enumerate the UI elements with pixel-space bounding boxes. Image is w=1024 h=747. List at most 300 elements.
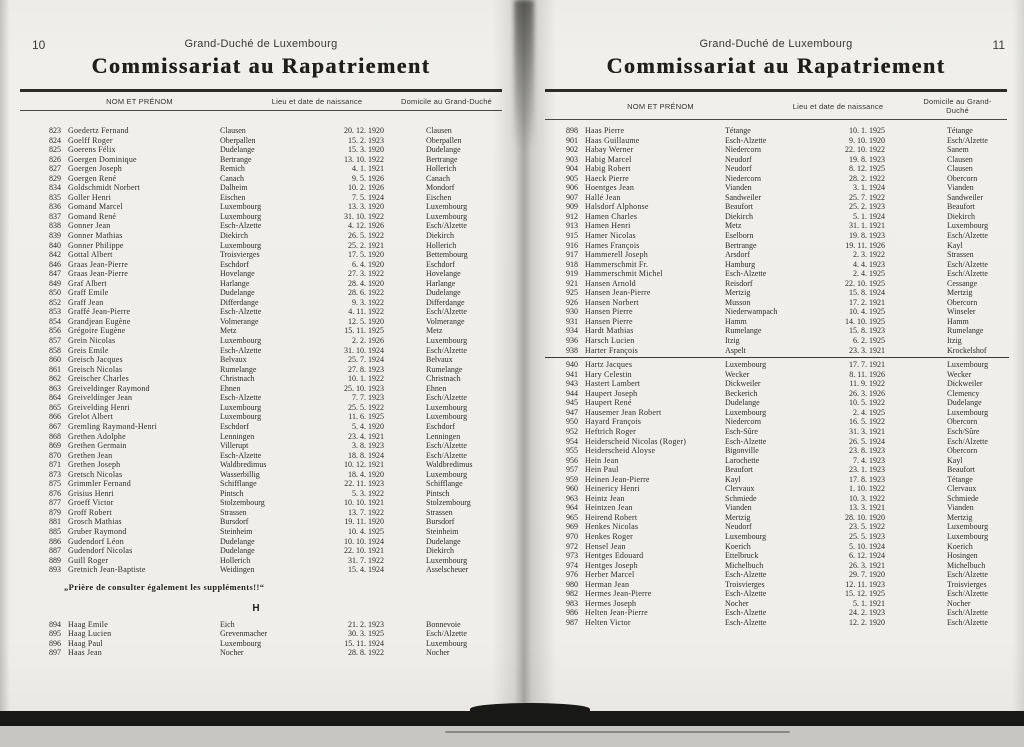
entry-name: Hermes Jean-Pierre	[585, 589, 652, 599]
entry-name: Hardt Mathias	[585, 326, 634, 336]
entry-domicile: Luxembourg	[947, 531, 989, 541]
entry-birthplace: Beaufort	[725, 202, 753, 212]
entry-birthplace: Luxembourg	[725, 360, 767, 370]
entry-number: 940	[566, 360, 578, 370]
entry-number: 947	[566, 407, 578, 417]
entry-domicile: Luxembourg	[426, 211, 468, 221]
entry-number: 865	[49, 402, 61, 412]
page-number-left: 10	[32, 38, 46, 52]
entry-domicile: Dudelange	[426, 536, 461, 546]
entry-domicile: Esch/Alzette	[426, 629, 467, 639]
entry-birthdate: 19. 8. 1923	[849, 231, 885, 241]
entry-name: Helten Jean-Pierre	[585, 608, 648, 618]
entry-birthdate: 31. 1. 1921	[849, 221, 885, 231]
table-row	[42, 145, 500, 155]
table-row	[42, 393, 500, 403]
entry-name: Haupert Joseph	[585, 388, 638, 398]
entry-number: 870	[49, 450, 61, 460]
entry-name: Gretsch Nicolas	[68, 469, 123, 479]
entry-birthdate: 11. 6. 1925	[348, 412, 384, 422]
entry-birthplace: Koerich	[725, 541, 751, 551]
entry-name: Gomand Marcel	[68, 202, 123, 212]
entry-domicile: Mertzig	[947, 288, 973, 298]
column-header-domicile: Domicile au Grand-Duché	[923, 97, 992, 115]
entry-birthdate: 26. 5. 1922	[348, 231, 384, 241]
entry-birthplace: Metz	[725, 221, 742, 231]
entry-birthplace: Dudelange	[220, 536, 255, 546]
entry-birthdate: 6. 2. 1925	[853, 336, 885, 346]
entry-domicile: Troisvierges	[947, 579, 987, 589]
table-row	[42, 355, 500, 365]
entry-number: 931	[566, 316, 578, 326]
entry-birthdate: 19. 8. 1923	[849, 154, 885, 164]
entry-number: 982	[566, 589, 578, 599]
table-row	[42, 346, 500, 356]
entry-birthplace: Luxembourg	[220, 240, 262, 250]
entry-name: Gonner Jean	[68, 221, 111, 231]
entry-name: Hoentges Jean	[585, 183, 635, 193]
entry-name: Hallé Jean	[585, 192, 621, 202]
entry-birthplace: Esch-Alzette	[725, 617, 767, 627]
entry-birthdate: 15. 11. 1924	[344, 638, 384, 648]
entry-number: 986	[566, 608, 578, 618]
table-row	[42, 164, 500, 174]
entry-domicile: Winseler	[947, 307, 976, 317]
scan-right-edge-shadow	[1012, 0, 1024, 712]
entry-number: 919	[566, 269, 578, 279]
table-row	[42, 498, 500, 508]
entry-domicile: Volmerange	[426, 316, 465, 326]
table-row	[42, 126, 500, 136]
entry-domicile: Kayl	[947, 455, 963, 465]
entry-number: 921	[566, 278, 578, 288]
table-row	[559, 260, 1005, 270]
entry-birthplace: Wecker	[725, 369, 750, 379]
entry-domicile: Diekirch	[426, 231, 454, 241]
entry-name: Haas Jean	[68, 648, 103, 658]
entry-birthdate: 1. 10. 1922	[849, 484, 885, 494]
entry-domicile: Dudelange	[426, 145, 461, 155]
entry-birthplace: Grevenmacher	[220, 629, 268, 639]
supplements-note: „Prière de consulter également les suppléments!!“	[64, 581, 265, 592]
entry-birthdate: 8. 11. 1926	[849, 369, 885, 379]
column-header-lieu: Lieu et date de naissance	[792, 101, 884, 111]
column-headers-right	[563, 92, 997, 119]
table-row	[42, 212, 500, 222]
entry-domicile: Stolzembourg	[426, 498, 471, 508]
entry-domicile: Krockelshof	[947, 345, 987, 355]
table-row	[559, 379, 1005, 389]
entry-name: Heinen Jean-Pierre	[585, 474, 650, 484]
entry-birthdate: 17. 7. 1921	[849, 360, 885, 370]
table-row	[559, 174, 1005, 184]
entry-birthdate: 12. 5. 1920	[348, 316, 384, 326]
entry-number: 850	[49, 288, 61, 298]
entry-domicile: Hovelange	[426, 269, 461, 279]
column-header-lieu: Lieu et date de naissance	[271, 97, 363, 106]
table-row	[559, 417, 1005, 427]
table-row	[42, 527, 500, 537]
entry-birthdate: 16. 5. 1922	[849, 417, 885, 427]
entry-birthplace: Christnach	[220, 374, 255, 384]
entry-number: 926	[566, 297, 578, 307]
entry-domicile: Mertzig	[947, 512, 973, 522]
entry-birthplace: Dudelange	[220, 546, 255, 556]
entry-birthplace: Luxembourg	[220, 638, 262, 648]
entry-birthdate: 23. 8. 1923	[849, 446, 885, 456]
table-row	[559, 408, 1005, 418]
entry-birthdate: 13. 7. 1922	[348, 507, 384, 517]
entry-number: 960	[566, 484, 578, 494]
header-rule-thin-left	[20, 110, 502, 111]
entry-birthdate: 30. 3. 1925	[348, 629, 384, 639]
entry-birthdate: 10. 10. 1921	[344, 498, 384, 508]
entry-birthdate: 26. 3. 1926	[849, 388, 885, 398]
entry-number: 863	[49, 383, 61, 393]
table-row	[42, 317, 500, 327]
entry-domicile: Hollerich	[426, 240, 457, 250]
entry-birthdate: 18. 8. 1924	[348, 450, 384, 460]
entry-birthplace: Vianden	[725, 503, 752, 513]
entry-number: 853	[49, 307, 61, 317]
entry-birthplace: Schifflange	[220, 479, 257, 489]
entry-domicile: Wecker	[947, 369, 972, 379]
entry-name: Goller Henri	[68, 192, 112, 202]
entry-birthplace: Hamburg	[725, 259, 756, 269]
entry-name: Goergen René	[68, 173, 117, 183]
entry-domicile: Luxembourg	[947, 221, 989, 231]
table-row	[559, 298, 1005, 308]
table-row	[42, 441, 500, 451]
entry-name: Habay Werner	[585, 145, 634, 155]
entry-name: Grethen Joseph	[68, 460, 121, 470]
entry-birthdate: 27. 3. 1922	[348, 269, 384, 279]
entry-name: Haag Emile	[68, 619, 108, 629]
entry-birthplace: Dickweiler	[725, 379, 761, 389]
entry-domicile: Schifflange	[426, 479, 463, 489]
entry-birthplace: Neudorf	[725, 164, 752, 174]
table-row	[42, 384, 500, 394]
entry-birthplace: Itzig	[725, 336, 740, 346]
entry-birthdate: 22. 10. 1925	[845, 278, 885, 288]
register-table-right	[545, 126, 1007, 627]
entry-birthdate: 7. 7. 1923	[352, 393, 384, 403]
entry-birthdate: 6. 12. 1924	[849, 551, 885, 561]
table-row	[42, 326, 500, 336]
entry-domicile: Luxembourg	[426, 402, 468, 412]
entry-number: 854	[49, 316, 61, 326]
table-row	[559, 484, 1005, 494]
entry-number: 913	[566, 221, 578, 231]
entry-name: Harter François	[585, 345, 638, 355]
entry-domicile: Differdange	[426, 297, 465, 307]
table-row	[42, 269, 500, 279]
entry-birthdate: 17. 2. 1921	[849, 297, 885, 307]
entry-birthdate: 24. 2. 1923	[849, 608, 885, 618]
entry-domicile: Esch/Alzette	[947, 231, 988, 241]
entry-name: Greischer Charles	[68, 374, 129, 384]
entry-name: Hayard François	[585, 417, 642, 427]
entry-birthdate: 15. 8. 1923	[849, 326, 885, 336]
entry-number: 956	[566, 455, 578, 465]
entry-birthplace: Strassen	[220, 507, 247, 517]
entry-number: 930	[566, 307, 578, 317]
entry-name: Hammerell Joseph	[585, 250, 648, 260]
entry-number: 873	[49, 469, 61, 479]
entry-name: Haupert René	[585, 398, 632, 408]
entry-birthplace: Eischen	[220, 192, 246, 202]
entry-birthdate: 13. 3. 1920	[348, 202, 384, 212]
section-letter-h: H	[252, 602, 260, 614]
entry-domicile: Belvaux	[426, 355, 453, 365]
entry-name: Gonner Mathias	[68, 231, 123, 241]
section-divider-line	[545, 357, 1009, 358]
entry-number: 881	[49, 517, 61, 527]
entry-name: Hansen Pierre	[585, 316, 633, 326]
entry-name: Henkes Nicolas	[585, 522, 639, 532]
entry-name: Gretnich Jean-Baptiste	[68, 565, 146, 575]
entry-birthplace: Differdange	[220, 297, 259, 307]
entry-name: Grégoire Eugène	[68, 326, 126, 336]
entry-birthplace: Lenningen	[220, 431, 255, 441]
entry-domicile: Luxembourg	[947, 407, 989, 417]
entry-name: Haag Lucien	[68, 629, 112, 639]
entry-domicile: Koerich	[947, 541, 973, 551]
entry-name: Greisch Nicolas	[68, 364, 123, 374]
entry-number: 912	[566, 211, 578, 221]
entry-number: 827	[49, 164, 61, 174]
page-right	[545, 30, 1007, 627]
entry-birthdate: 11. 9. 1922	[849, 379, 885, 389]
entry-number: 846	[49, 259, 61, 269]
entry-domicile: Vianden	[947, 183, 974, 193]
entry-domicile: Hollerich	[426, 164, 457, 174]
entry-birthdate: 7. 5. 1924	[352, 192, 384, 202]
entry-birthdate: 10. 3. 1922	[849, 493, 885, 503]
entry-number: 868	[49, 431, 61, 441]
entry-birthplace: Ettelbruck	[725, 551, 759, 561]
entry-birthdate: 10. 10. 1924	[344, 536, 384, 546]
table-row	[559, 608, 1005, 618]
entry-birthdate: 10. 5. 1922	[849, 398, 885, 408]
entry-domicile: Dudelange	[947, 398, 982, 408]
entry-name: Gruber Raymond	[68, 526, 127, 536]
entry-name: Goergen Joseph	[68, 164, 122, 174]
entry-domicile: Tétange	[947, 474, 973, 484]
entry-domicile: Michelbuch	[947, 560, 986, 570]
entry-domicile: Diekirch	[947, 211, 975, 221]
entry-number: 973	[566, 551, 578, 561]
entry-number: 869	[49, 441, 61, 451]
page-number-right: 11	[992, 38, 1005, 52]
entry-domicile: Asselscheuer	[426, 565, 469, 575]
entry-number: 834	[49, 183, 61, 193]
entry-domicile: Obercorn	[947, 417, 978, 427]
entry-name: Goergen Dominique	[68, 154, 137, 164]
table-row	[42, 231, 500, 241]
entry-birthdate: 28. 8. 1922	[348, 648, 384, 658]
table-row	[559, 221, 1005, 231]
entry-name: Gottal Albert	[68, 250, 113, 260]
table-row	[42, 288, 500, 298]
entry-name: Hermes Joseph	[585, 598, 637, 608]
entry-birthdate: 28. 2. 1922	[849, 173, 885, 183]
page-left-header	[20, 30, 502, 122]
entry-birthplace: Dudelange	[220, 145, 255, 155]
entry-name: Graas Jean-Pierre	[68, 259, 129, 269]
entry-number: 825	[49, 145, 61, 155]
table-row	[42, 517, 500, 527]
entry-birthplace: Remich	[220, 164, 245, 174]
entry-birthdate: 7. 4. 1923	[853, 455, 885, 465]
table-row	[559, 193, 1005, 203]
entry-birthplace: Diekirch	[725, 211, 753, 221]
entry-domicile: Clervaux	[947, 484, 977, 494]
entry-domicile: Beaufort	[947, 465, 975, 475]
entry-domicile: Obercorn	[947, 446, 978, 456]
book-spine-top-shadow	[514, 0, 534, 150]
table-row	[559, 183, 1005, 193]
entry-name: Gudendorf Léon	[68, 536, 124, 546]
entry-name: Herber Marcel	[585, 570, 635, 580]
entry-name: Haeck Pierre	[585, 173, 629, 183]
table-row	[559, 513, 1005, 523]
table-row	[559, 231, 1005, 241]
entry-name: Guill Roger	[68, 555, 109, 565]
entry-number: 907	[566, 192, 578, 202]
entry-domicile: Oberpallen	[426, 135, 462, 145]
entry-birthplace: Arsdorf	[725, 250, 750, 260]
column-header-nom: NOM ET PRÉNOM	[106, 97, 173, 106]
entry-number: 836	[49, 202, 61, 212]
entry-name: Goedertz Fernand	[68, 126, 129, 135]
entry-number: 838	[49, 221, 61, 231]
book-bottom-shadow-line	[445, 731, 790, 733]
entry-number: 842	[49, 250, 61, 260]
entry-name: Hausemer Jean Robert	[585, 407, 662, 417]
table-row	[559, 346, 1005, 356]
entry-number: 877	[49, 498, 61, 508]
entry-birthdate: 15. 4. 1924	[348, 565, 384, 575]
entry-birthdate: 15. 2. 1923	[348, 135, 384, 145]
entry-birthplace: Harlange	[220, 278, 250, 288]
entry-birthdate: 12. 11. 1923	[845, 579, 885, 589]
entry-domicile: Vianden	[947, 503, 974, 513]
entry-number: 862	[49, 374, 61, 384]
entry-name: Gudendorf Nicolas	[68, 546, 133, 556]
entry-name: Hein Jean	[585, 455, 619, 465]
table-row	[559, 542, 1005, 552]
entry-birthplace: Rumelange	[725, 326, 762, 336]
entry-domicile: Christnach	[426, 374, 461, 384]
entry-birthdate: 9. 10. 1920	[849, 135, 885, 145]
entry-number: 871	[49, 460, 61, 470]
entry-birthdate: 15. 3. 1920	[348, 145, 384, 155]
entry-birthdate: 5. 4. 1920	[352, 421, 384, 431]
entry-number: 972	[566, 541, 578, 551]
entry-domicile: Esch/Alzette	[426, 221, 467, 231]
entry-birthplace: Esch-Sûre	[725, 426, 758, 436]
entry-domicile: Ehnen	[426, 383, 447, 393]
entry-birthdate: 23. 5. 1922	[849, 522, 885, 532]
entry-number: 823	[49, 126, 61, 135]
entry-number: 976	[566, 570, 578, 580]
entry-number: 934	[566, 326, 578, 336]
entry-number: 887	[49, 546, 61, 556]
table-row	[559, 269, 1005, 279]
entry-domicile: Bonnevoie	[426, 619, 461, 629]
entry-name: Habig Robert	[585, 164, 631, 174]
entry-birthdate: 31. 7. 1922	[348, 555, 384, 565]
entry-birthdate: 10. 12. 1921	[344, 460, 384, 470]
entry-domicile: Esch/Alzette	[947, 617, 988, 627]
entry-birthdate: 4. 11. 1922	[348, 307, 384, 317]
entry-birthplace: Oberpallen	[220, 135, 256, 145]
entry-birthplace: Beaufort	[725, 465, 753, 475]
entry-birthplace: Clervaux	[725, 484, 755, 494]
entry-birthplace: Luxembourg	[220, 202, 262, 212]
entry-birthplace: Musson	[725, 297, 751, 307]
entry-number: 906	[566, 183, 578, 193]
entry-number: 879	[49, 507, 61, 517]
entry-birthdate: 5. 1. 1924	[853, 211, 885, 221]
entry-domicile: Luxembourg	[426, 202, 468, 212]
entry-birthplace: Belvaux	[220, 355, 247, 365]
entry-number: 867	[49, 421, 61, 431]
table-row	[559, 136, 1005, 146]
entry-number: 896	[49, 638, 61, 648]
table-row	[559, 456, 1005, 466]
table-row	[559, 336, 1005, 346]
entry-birthdate: 17. 5. 1920	[348, 250, 384, 260]
header-small-left: Grand-Duché de Luxembourg	[184, 38, 338, 50]
entry-birthdate: 9. 3. 1922	[352, 297, 384, 307]
entry-birthplace: Esch-Alzette	[725, 570, 767, 580]
entry-number: 969	[566, 522, 578, 532]
entry-name: Hein Paul	[585, 465, 619, 475]
entry-number: 835	[49, 192, 61, 202]
entry-number: 876	[49, 488, 61, 498]
entry-name: Grosch Mathias	[68, 517, 122, 527]
entry-birthplace: Diekirch	[220, 231, 248, 241]
entry-name: Hamen Henri	[585, 221, 631, 231]
entry-birthplace: Esch-Alzette	[725, 135, 767, 145]
entry-domicile: Esch/Alzette	[426, 345, 467, 355]
entry-name: Hentges Joseph	[585, 560, 638, 570]
entry-birthplace: Esch-Alzette	[725, 436, 767, 446]
entry-birthdate: 10. 4. 1925	[348, 526, 384, 536]
entry-birthdate: 28. 10. 1920	[845, 512, 885, 522]
entry-domicile: Kayl	[947, 240, 963, 250]
entry-domicile: Esch/Alzette	[426, 307, 467, 317]
table-row	[559, 370, 1005, 380]
table-row	[42, 565, 500, 575]
entry-number: 858	[49, 345, 61, 355]
entry-birthdate: 19. 11. 1920	[344, 517, 384, 527]
entry-name: Graff Jean	[68, 297, 104, 307]
table-row	[42, 202, 500, 212]
entry-name: Hamen Charles	[585, 211, 638, 221]
entry-birthplace: Stolzembourg	[220, 498, 265, 508]
entry-domicile: Luxembourg	[426, 412, 468, 422]
entry-domicile: Esch/Alzette	[426, 441, 467, 451]
entry-birthdate: 10. 4. 1925	[849, 307, 885, 317]
table-row	[42, 556, 500, 566]
entry-domicile: Pintsch	[426, 488, 450, 498]
entry-domicile: Luxembourg	[426, 555, 468, 565]
column-header-domicile: Domicile au Grand-Duché	[401, 97, 492, 106]
entry-domicile: Luxembourg	[426, 469, 468, 479]
